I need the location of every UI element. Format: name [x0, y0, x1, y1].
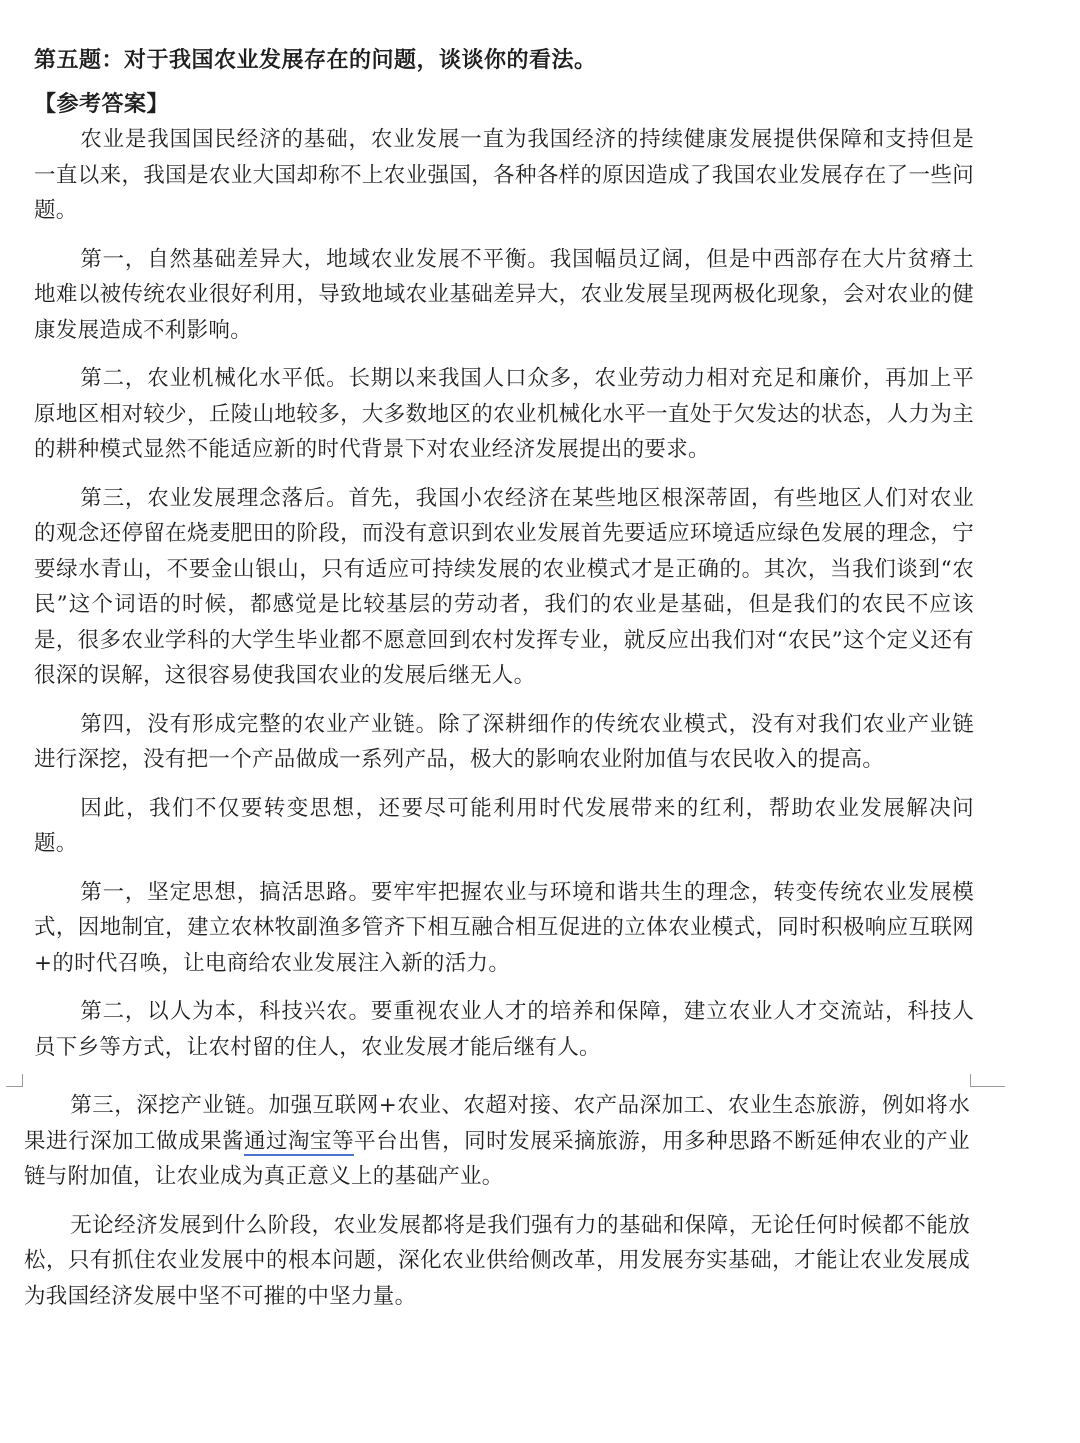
solution-3-text-start: 第三，深挖产业链。加强互联网+农业、农超对接、农产品深加工、农业生态旅游，例如将水果进行深加工做成果酱: [24, 1093, 970, 1154]
paragraph-conclusion: 无论经济发展到什么阶段，农业发展都将是我们强有力的基础和保障，无论任何时候都不能放松，只有抓住农业发展中的根本问题，深化农业供给侧改革，用发展夯实基础，才能让农业发展成为我国经济发展中坚不可摧的中坚力量。: [24, 1212, 970, 1309]
page-break-corner-left: [6, 1074, 23, 1087]
paragraph-problem-2: 第二，农业机械化水平低。长期以来我国人口众多，农业劳动力相对充足和廉价，再加上平原地区相对较少，丘陵山地较多，大多数地区的农业机械化水平一直处于欠发达的状态，人力为主的耕种模式显然不能适应新的时代背景下对农业经济发展提出的要求。: [34, 366, 974, 462]
taobao-link[interactable]: 通过淘宝等: [244, 1128, 355, 1154]
paragraph-intro: 农业是我国国民经济的基础，农业发展一直为我国经济的持续健康发展提供保障和支持但是一直以来，我国是农业大国却称不上农业强国，各种各样的原因造成了我国农业发展存在了一些问题。: [34, 127, 974, 223]
paragraph-problem-3: 第三，农业发展理念落后。首先，我国小农经济在某些地区根深蒂固，有些地区人们对农业的观念还停留在烧麦肥田的阶段，而没有意识到农业发展首先要适应环境适应绿色发展的理念，宁要绿水青山，不要金山银山，只有适应可持续发展的农业模式才是正确的。其次，当我们谈到“农民”这个词语的时候，都感觉是比较基层的劳动者，我们的农业是基础，但是我们的农民不应该是，很多农业学科的大学生毕业都不愿意回到农村发挥专业，就反应出我们对“农民”这个定义还有很深的误解，这很容易使我国农业的发展后继无人。: [34, 485, 974, 688]
document-page-1: [34, 40, 974, 1078]
paragraph-problem-1: 第一，自然基础差异大，地域农业发展不平衡。我国幅员辽阔，但是中西部存在大片贫瘠土地难以被传统农业很好利用，导致地域农业基础差异大，农业发展呈现两极化现象，会对农业的健康发展造成不利影响。: [34, 246, 974, 343]
document-page-2: [24, 1088, 970, 1327]
paragraph-solution-1: 第一，坚定思想，搞活思路。要牢牢把握农业与环境和谐共生的理念，转变传统农业发展模式，因地制宜，建立农林牧副渔多管齐下相互融合相互促进的立体农业模式，同时积极响应互联网+的时代召唤，让电商给农业发展注入新的活力。: [34, 879, 974, 976]
page-break-corner-right: [970, 1074, 1005, 1087]
answer-label: 【参考答案】: [34, 91, 170, 117]
paragraph-transition: 因此，我们不仅要转变思想，还要尽可能利用时代发展带来的红利，帮助农业发展解决问题。: [34, 795, 974, 856]
paragraph-solution-3: [24, 1088, 970, 1195]
paragraph-problem-4: 第四，没有形成完整的农业产业链。除了深耕细作的传统农业模式，没有对我们农业产业链进行深挖，没有把一个产品做成一系列产品，极大的影响农业附加值与农民收入的提高。: [34, 711, 974, 772]
question-title: 第五题：对于我国农业发展存在的问题，谈谈你的看法。: [34, 47, 597, 73]
paragraph-solution-2: 第二，以人为本，科技兴农。要重视农业人才的培养和保障，建立农业人才交流站，科技人员下乡等方式，让农村留的住人，农业发展才能后继有人。: [34, 999, 974, 1060]
solution-3-text-end: 平台出售，同时发展采摘旅游，用多种思路不断延伸农业的产业链与附加值，让农业成为真正意义上的基础产业。: [24, 1128, 970, 1189]
